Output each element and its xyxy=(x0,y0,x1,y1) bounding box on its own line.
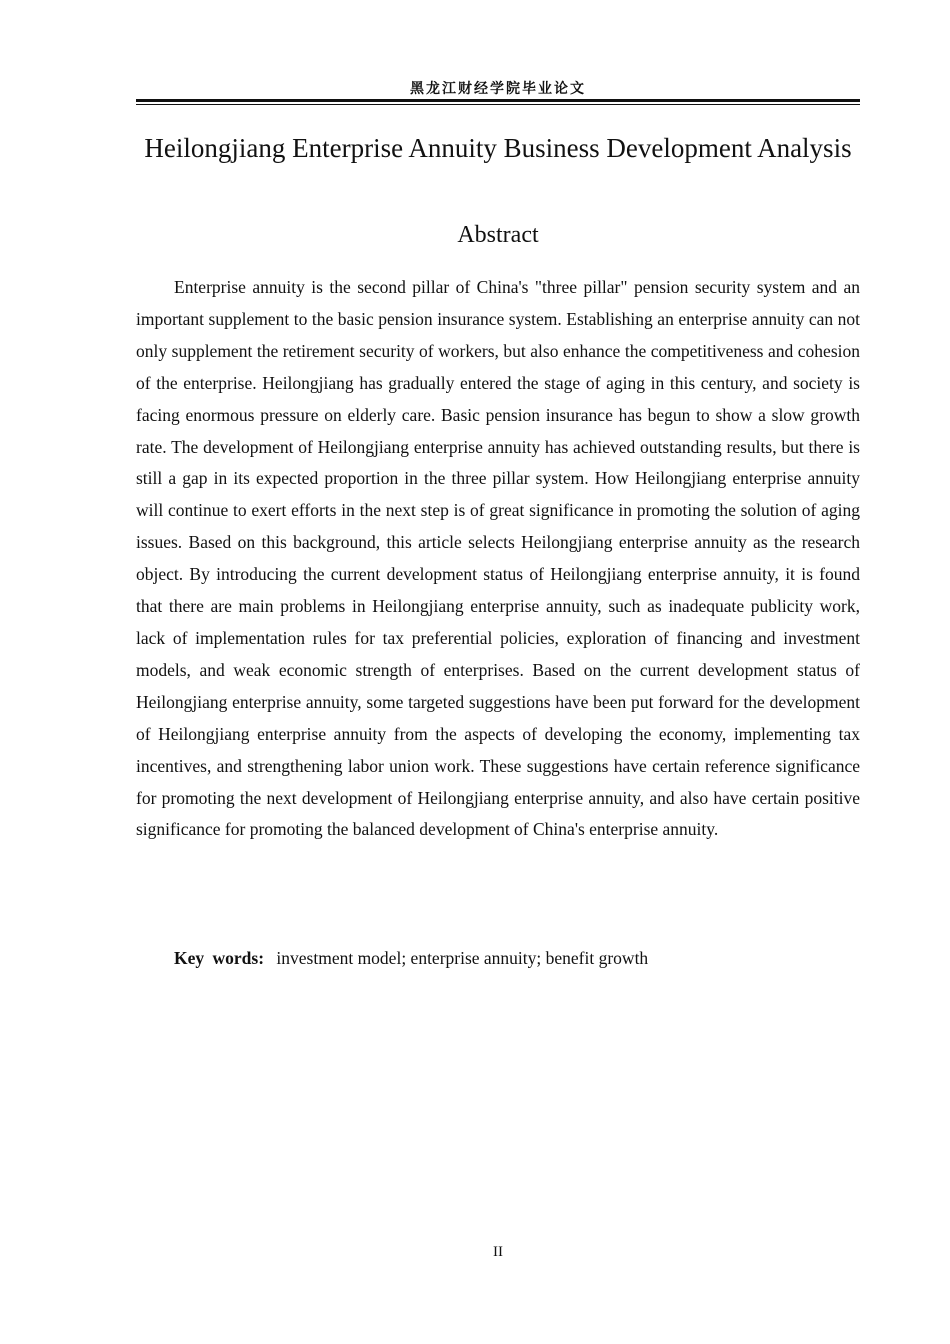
header-rule-thin xyxy=(136,104,860,105)
abstract-body: Enterprise annuity is the second pillar of China's "three pillar" pension security system and an important supplement to the basic pension insurance system. Establishing an enterprise annuity can not only supplement the retirement security of workers, but also enhance the competitiveness and cohesion of the enterprise. Heilongjiang has gradually entered the stage of aging in this century, and society is facing enormous pressure on elderly care. Basic pension insurance has begun to show a slow growth rate. The development of Heilongjiang enterprise annuity has achieved outstanding results, but there is still a gap in its expected proportion in the three pillar system. How Heilongjiang enterprise annuity will continue to exert efforts in the next step is of great significance in promoting the solution of aging issues. Based on this background, this article selects Heilongjiang enterprise annuity as the research object. By introducing the current development status of Heilongjiang enterprise annuity, it is found that there are main problems in Heilongjiang enterprise annuity, such as inadequate publicity work, lack of implementation rules for tax preferential policies, exploration of financing and investment models, and weak economic strength of enterprises. Based on the current development status of Heilongjiang enterprise annuity, some targeted suggestions have been put forward for the development of Heilongjiang enterprise annuity from the aspects of developing the economy, implementing tax incentives, and strengthening labor union work. These suggestions have certain reference significance for promoting the next development of Heilongjiang enterprise annuity, and also have certain positive significance for promoting the balanced development of China's enterprise annuity. xyxy=(136,277,860,840)
keywords-line xyxy=(174,944,648,972)
keywords-value: investment model; enterprise annuity; benefit growth xyxy=(276,948,649,968)
abstract-heading: Abstract xyxy=(457,222,539,248)
header-rule-thick xyxy=(136,99,860,102)
paper-title: Heilongjiang Enterprise Annuity Business Development Analysis xyxy=(144,133,852,163)
keywords-label: Key words: xyxy=(174,948,265,968)
running-header: 黑龙江财经学院毕业论文 xyxy=(410,82,586,97)
page-number: II xyxy=(493,1244,503,1260)
